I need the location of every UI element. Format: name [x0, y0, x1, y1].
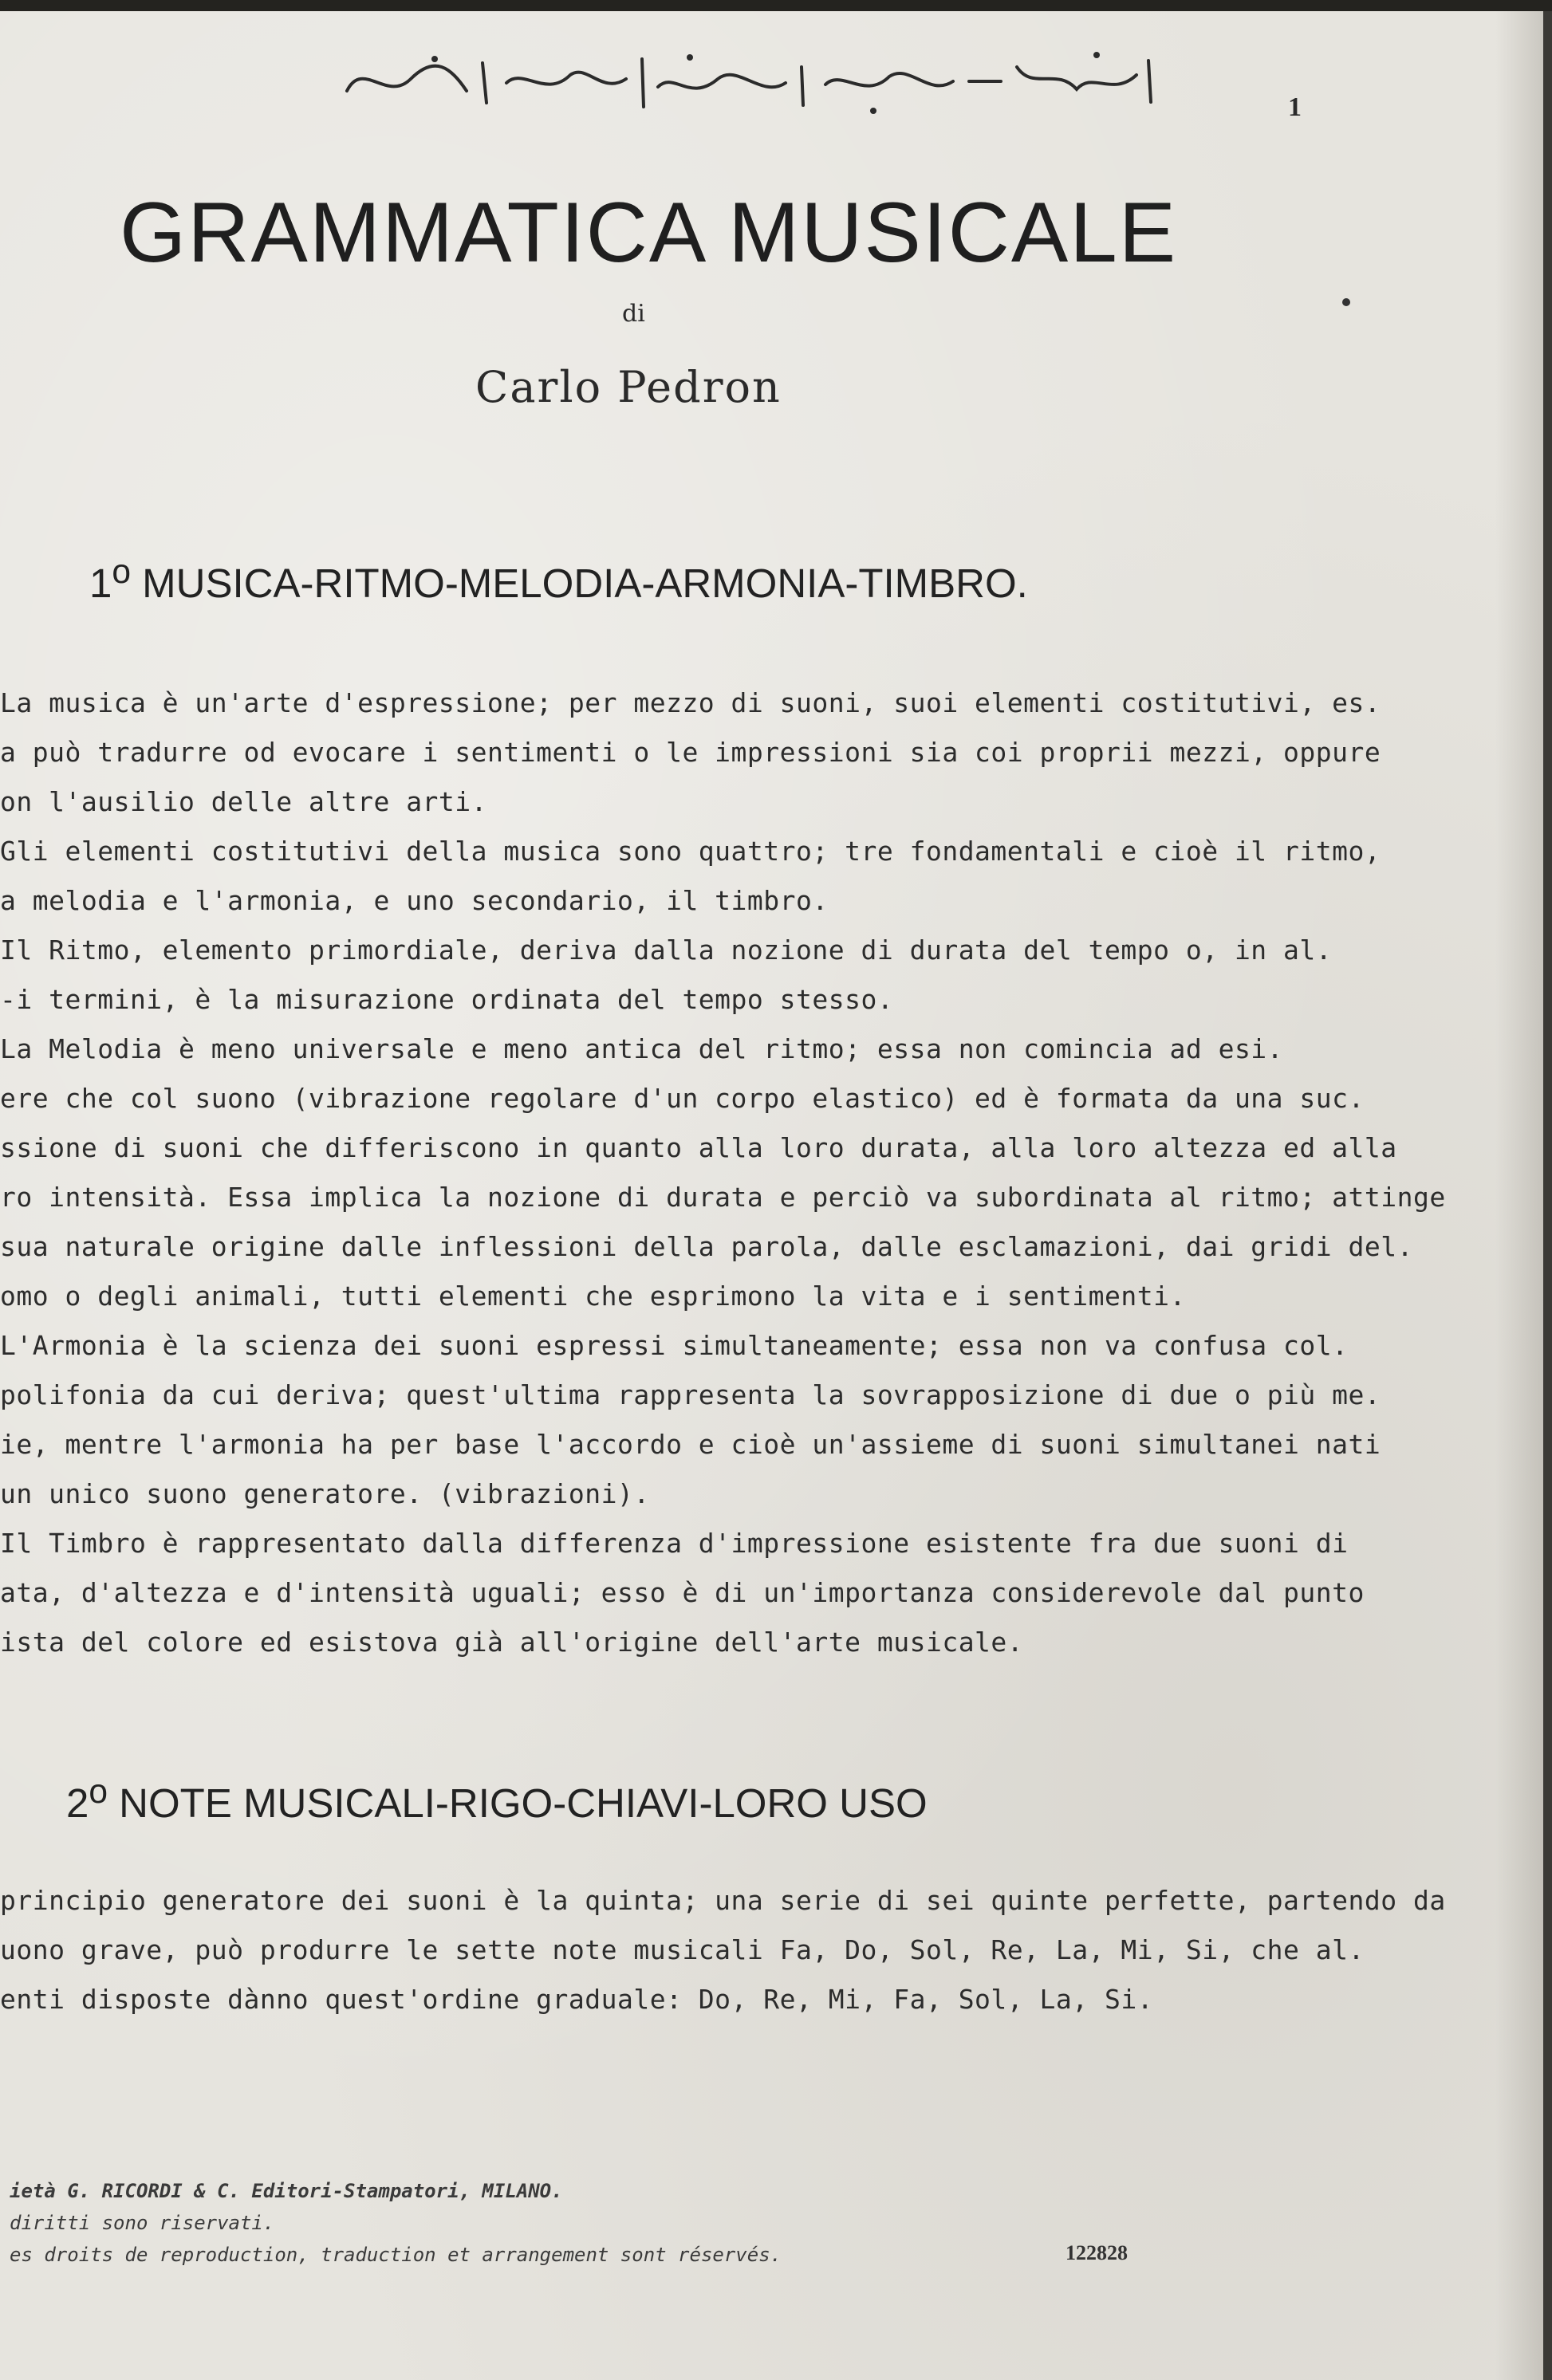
page-edge-shading	[1495, 11, 1543, 2380]
page-title: GRAMMATICA MUSICALE	[120, 184, 1178, 280]
rights-line: diritti sono riservati.	[10, 2212, 275, 2234]
text-line: L'Armonia è la scienza dei suoni espressi simultaneamente; essa non va confusa col.	[0, 1330, 1349, 1361]
text-line: principio generatore dei suoni è la quinta; una serie di sei quinte perfette, partendo da	[0, 1885, 1446, 1916]
handwritten-note	[315, 35, 1176, 123]
text-line: ata, d'altezza e d'intensità uguali; esso è di un'importanza considerevole dal punto	[0, 1577, 1365, 1608]
text-line: ere che col suono (vibrazione regolare d'un corpo elastico) ed è formata da una suc.	[0, 1083, 1365, 1114]
text-line: omo o degli animali, tutti elementi che esprimono la vita e i sentimenti.	[0, 1280, 1186, 1312]
section-ordinal: o	[89, 1773, 108, 1811]
section-title: NOTE MUSICALI-RIGO-CHIAVI-LORO USO	[108, 1780, 928, 1826]
text-line: sua naturale origine dalle inflessioni della parola, dalle esclamazioni, dai gridi del.	[0, 1231, 1413, 1262]
text-line: on l'ausilio delle altre arti.	[0, 786, 488, 817]
publisher-line: ietà G. RICORDI & C. Editori-Stampatori, MILANO.	[10, 2180, 563, 2202]
text-line: ssione di suoni che differiscono in quanto alla loro durata, alla loro altezza ed alla	[0, 1132, 1397, 1163]
text-line: ista del colore ed esistova già all'origine dell'arte musicale.	[0, 1627, 1024, 1658]
text-line: polifonia da cui deriva; quest'ultima rappresenta la sovrapposizione di due o più me.	[0, 1379, 1381, 1410]
text-line: La Melodia è meno universale e meno antica del ritmo; essa non comincia ad esi.	[0, 1033, 1284, 1064]
section-heading-1	[89, 553, 1028, 607]
text-line: uono grave, può produrre le sette note musicali Fa, Do, Sol, Re, La, Mi, Si, che al.	[0, 1934, 1365, 1965]
text-line: La musica è un'arte d'espressione; per mezzo di suoni, suoi elementi costitutivi, es.	[0, 687, 1381, 718]
background-edge	[0, 0, 1552, 11]
section-ordinal: o	[112, 553, 132, 591]
section-number: 2	[66, 1780, 89, 1826]
section-title: MUSICA-RITMO-MELODIA-ARMONIA-TIMBRO.	[131, 561, 1028, 606]
text-line: ro intensità. Essa implica la nozione di durata e perciò va subordinata al ritmo; attinge	[0, 1182, 1446, 1213]
text-line: a melodia e l'armonia, e uno secondario, il timbro.	[0, 885, 829, 916]
text-line: Gli elementi costitutivi della musica sono quattro; tre fondamentali e cioè il ritmo,	[0, 836, 1381, 867]
text-line: Il Timbro è rappresentato dalla differenza d'impressione esistente fra due suoni di	[0, 1528, 1349, 1559]
text-line: -i termini, è la misurazione ordinata del tempo stesso.	[0, 984, 894, 1015]
text-line: Il Ritmo, elemento primordiale, deriva dalla nozione di durata del tempo o, in al.	[0, 934, 1333, 966]
page-number: 1	[1288, 92, 1302, 122]
byline: di	[622, 300, 645, 328]
section-number: 1	[89, 561, 112, 606]
handwritten-note-image	[315, 35, 1176, 123]
plate-number: 122828	[1066, 2241, 1128, 2264]
text-line: enti disposte dànno quest'ordine graduale: Do, Re, Mi, Fa, Sol, La, Si.	[0, 1984, 1154, 2015]
text-line: a può tradurre od evocare i sentimenti o le impressioni sia coi proprii mezzi, oppure	[0, 737, 1381, 768]
section-heading-2	[66, 1773, 928, 1827]
author-name: Carlo Pedron	[475, 362, 782, 412]
ink-speck	[1342, 298, 1350, 306]
text-line: un unico suono generatore. (vibrazioni).	[0, 1478, 650, 1509]
rights-line-fr: es droits de reproduction, traduction et arrangement sont réservés.	[10, 2244, 782, 2266]
document-page	[0, 11, 1543, 2380]
text-line: ie, mentre l'armonia ha per base l'accordo e cioè un'assieme di suoni simultanei nati	[0, 1429, 1381, 1460]
